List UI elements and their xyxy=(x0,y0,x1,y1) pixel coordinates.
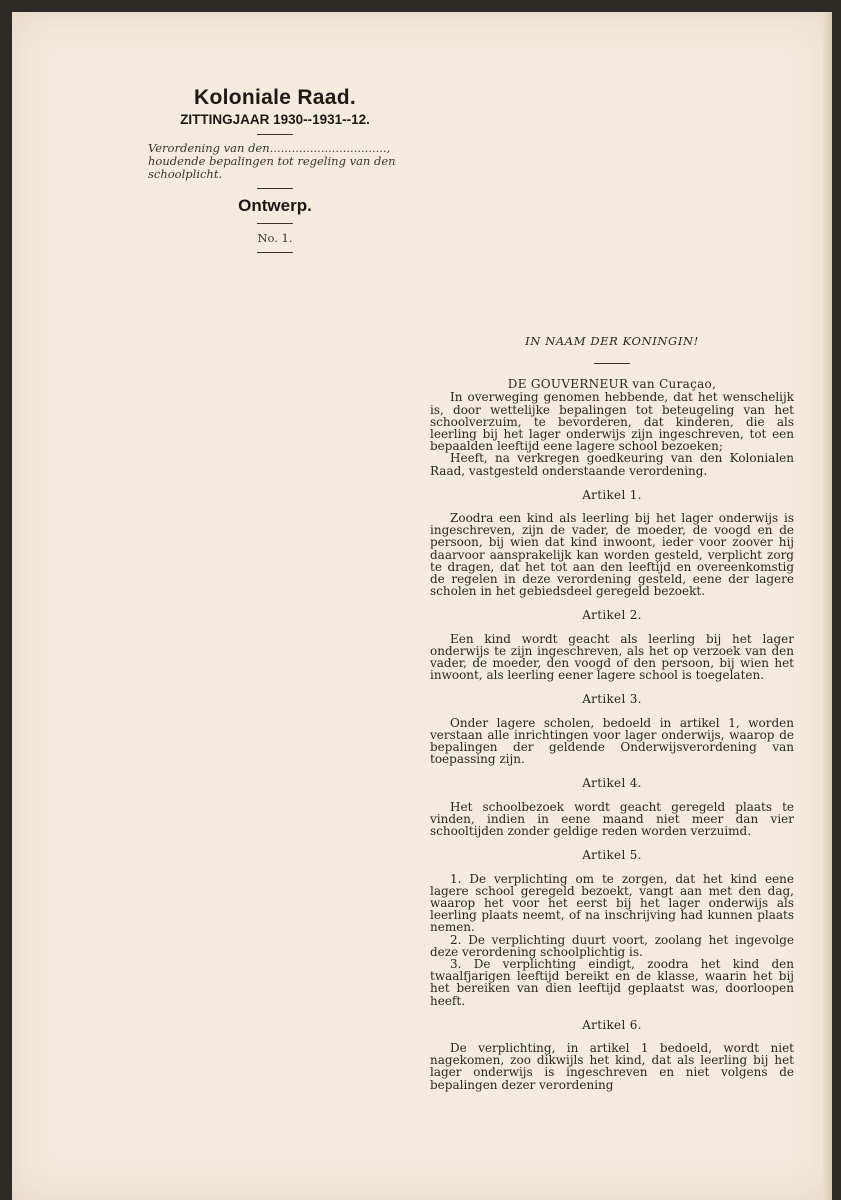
article-paragraph: Een kind wordt geacht als leerling bij het lager onderwijs te zijn ingeschreven, als het op verzoek van den vader, de moeder, den voogd of den persoon, bij wien het inwoont, als leerling eener lagere school is toegelaten. xyxy=(430,631,794,683)
article-title: Artikel 1. xyxy=(582,487,642,502)
article-paragraph: Het schoolbezoek wordt geacht geregeld plaats te vinden, indien in eene maand niet meer dan vier schooltijden zonder geldige reden worden verzuimd. xyxy=(430,799,794,839)
invocation: IN NAAM DER KONINGIN! xyxy=(525,334,699,348)
ordinance-heading: Verordening van den................................, houdende bepalingen tot regeling van den schoolplicht. xyxy=(148,141,396,181)
article-title: Artikel 3. xyxy=(582,692,642,707)
council-title: Koloniale Raad. xyxy=(193,86,357,109)
article-title: Artikel 6. xyxy=(582,1017,642,1032)
divider xyxy=(257,223,293,224)
preamble-paragraph: Heeft, na verkregen goedkeuring van den Kolonialen Raad, vastgesteld onderstaande verordening. xyxy=(430,451,794,478)
ordinance-body xyxy=(430,335,794,1091)
draft-title: Ontwerp. xyxy=(238,196,312,215)
session-year: ZITTINGJAAR 1930--1931--12. xyxy=(180,112,370,127)
document-header xyxy=(140,86,410,260)
article-paragraph: De verplichting, in artikel 1 bedoeld, wordt niet nagekomen, zoo dikwijls het kind, dat als leerling bij het lager onderwijs is ingeschreven en niet volgens de bepalingen dezer verordening xyxy=(430,1040,794,1092)
preamble-paragraph: In overweging genomen hebbende, dat het wenschelijk is, door wettelijke bepalingen tot beteugeling van het schoolverzuim, te bevorderen, dat kinderen, die als leerling bij het lager onderwijs zijn ingeschreven, tot een bepaalden leeftijd eene lagere school bezoeken; xyxy=(430,390,794,454)
article-title: Artikel 4. xyxy=(582,776,642,791)
divider xyxy=(257,252,293,253)
article-title: Artikel 5. xyxy=(582,848,642,863)
article-title: Artikel 2. xyxy=(582,608,642,623)
page-edge xyxy=(823,12,832,1200)
divider xyxy=(594,363,630,364)
document-page xyxy=(12,12,832,1200)
document-number: No. 1. xyxy=(257,231,293,245)
article-paragraph: Onder lagere scholen, bedoeld in artikel 1, worden verstaan alle inrichtingen voor lager onderwijs, waarop de bepalingen der geldende Onderwijsverordening van toepassing zijn. xyxy=(430,715,794,767)
divider xyxy=(257,188,293,189)
article-paragraph: Zoodra een kind als leerling bij het lager onderwijs is ingeschreven, zijn de vader, de moeder, de voogd en de persoon, bij wien dat kind inwoont, ieder voor zoover hij daarvoor aansprakelijk kan worden gesteld, verplicht zorg te dragen, dat het tot aan den leeftijd en overeenkomstig de regelen in deze verordening gesteld, eene der lagere scholen in het gebiedsdeel geregeld bezoekt. xyxy=(430,511,794,599)
divider xyxy=(257,134,293,135)
article-paragraph: 1. De verplichting om te zorgen, dat het kind eene lagere school geregeld bezoekt, vangt aan met den dag, waarop het voor het eerst bij het lager onderwijs als leerling plaats neemt, of na inschrijving had kunnen plaats nemen. xyxy=(430,871,794,935)
governor-line: DE GOUVERNEUR van Curaçao, xyxy=(507,377,717,392)
article-paragraph: 3. De verplichting eindigt, zoodra het kind den twaalfjarigen leeftijd bereikt en de klasse, waarin het bij het bereiken van dien leeftijd geplaatst was, doorloopen heeft. xyxy=(430,956,794,1008)
article-paragraph: 2. De verplichting duurt voort, zoolang het ingevolge deze verordening schoolplichtig is. xyxy=(430,932,794,959)
